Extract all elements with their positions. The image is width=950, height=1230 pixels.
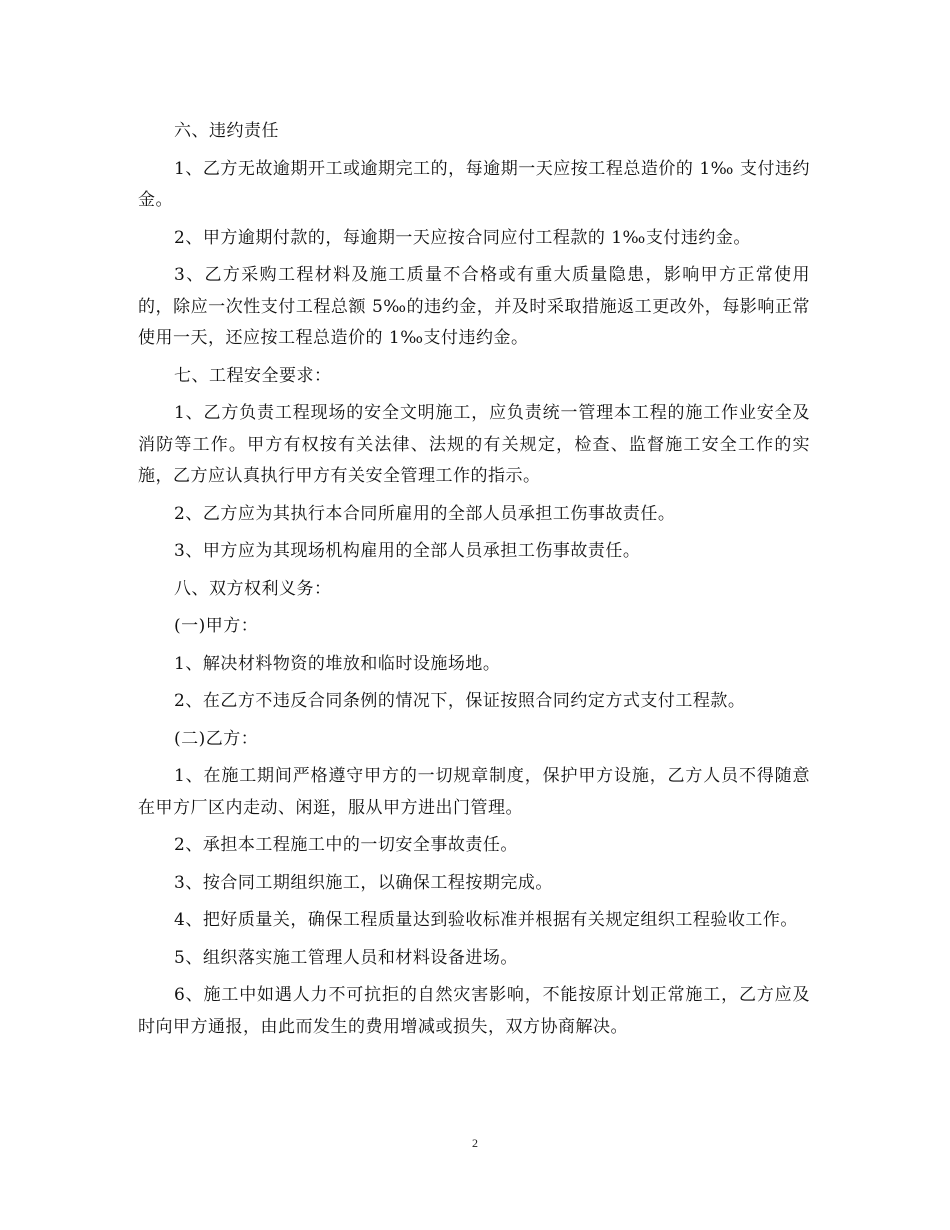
section-heading-rights: 八、双方权利义务： (174, 578, 332, 599)
paragraph: 3、按合同工期组织施工，以确保工程按期完成。 (174, 872, 553, 893)
paragraph: 3、乙方采购工程材料及施工质量不合格或有重大质量隐患，影响甲方正常使用的，除应一次性支付工程总额 5‰的违约金，并及时采取措施返工更改外，每影响正常使用一天，还应按工程总造价的 1‰支付违约金。 (138, 265, 810, 348)
paragraph: 3、甲方应为其现场机构雇用的全部人员承担工伤事故责任。 (174, 541, 641, 561)
paragraph: 4、把好质量关，确保工程质量达到验收标准并根据有关规定组织工程验收工作。 (174, 910, 798, 930)
paragraph: 2、承担本工程施工中的一切安全事故责任。 (174, 835, 518, 855)
paragraph: 5、组织落实施工管理人员和材料设备进场。 (174, 947, 518, 968)
paragraph: 1、乙方无故逾期开工或逾期完工的，每逾期一天应按工程总造价的 1‰ 支付违约金。 (138, 158, 810, 210)
section-heading-breach: 六、违约责任 (174, 121, 279, 141)
paragraph: 2、乙方应为其执行本合同所雇用的全部人员承担工伤事故责任。 (174, 503, 676, 524)
paragraph: 2、在乙方不违反合同条例的情况下，保证按照合同约定方式支付工程款。 (174, 691, 746, 711)
paragraph: 1、解决材料物资的堆放和临时设施场地。 (174, 653, 501, 674)
subheading-party-b: (二)乙方： (174, 728, 259, 749)
paragraph: 6、施工中如遇人力不可抗拒的自然灾害影响，不能按原计划正常施工，乙方应及时向甲方通报，由此而发生的费用增减或损失，双方协商解决。 (138, 985, 810, 1037)
document-body (138, 116, 810, 1049)
subheading-party-a: (一)甲方： (174, 616, 259, 636)
page-number: 2 (472, 1136, 478, 1150)
paragraph: 1、在施工期间严格遵守甲方的一切规章制度，保护甲方设施，乙方人员不得随意在甲方厂区内走动、闲逛，服从甲方进出门管理。 (138, 766, 810, 818)
paragraph: 2、甲方逾期付款的，每逾期一天应按合同应付工程款的 1‰支付违约金。 (174, 227, 751, 248)
section-heading-safety: 七、工程安全要求： (174, 365, 332, 386)
paragraph: 1、乙方负责工程现场的安全文明施工，应负责统一管理本工程的施工作业安全及消防等工作。甲方有权按有关法律、法规的有关规定，检查、监督施工安全工作的实施，乙方应认真执行甲方有关安全管理工作的指示。 (138, 403, 810, 486)
